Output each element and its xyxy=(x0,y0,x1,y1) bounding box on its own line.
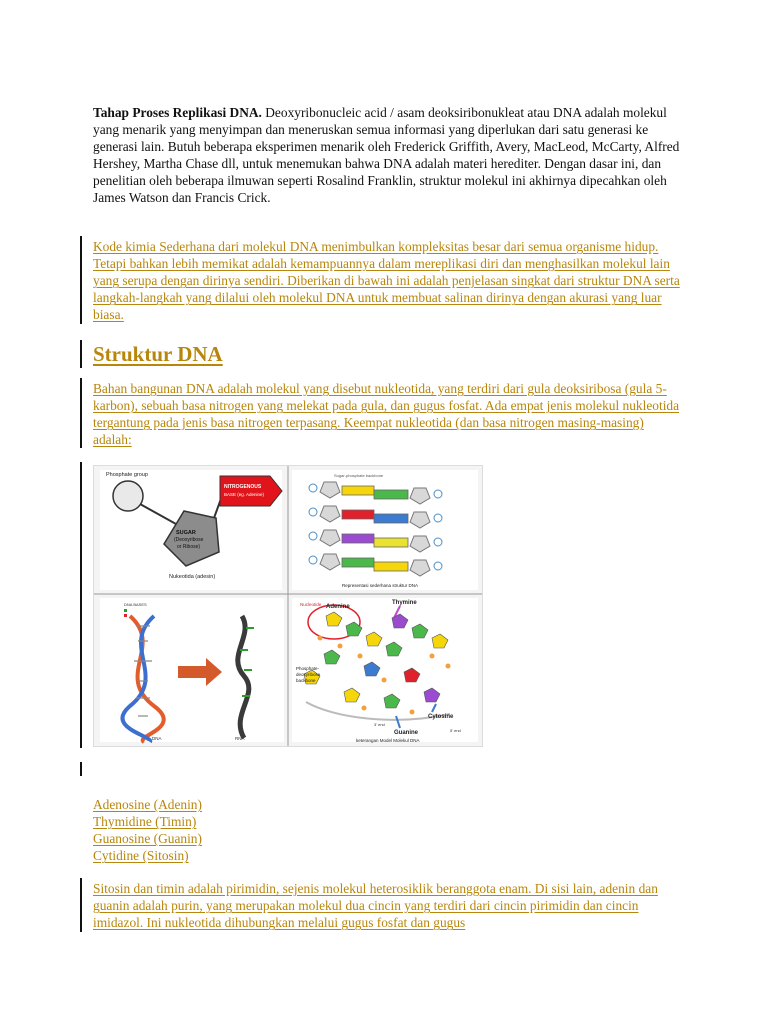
dna-label: DNA xyxy=(152,736,162,741)
backbone-label1: Phosphate- xyxy=(296,666,320,671)
end5-label: 5' end xyxy=(450,728,461,733)
quote-bar xyxy=(80,236,82,324)
dna-figure-svg xyxy=(94,466,482,746)
quote-bar xyxy=(80,878,82,932)
backbone-label3: backbone xyxy=(296,678,316,683)
intro-paragraph xyxy=(93,104,693,207)
kode-link[interactable]: Kode kimia Sederhana dari molekul DNA menimbulkan kompleksitas besar dari semua organisme hidup. Tetapi bahkan lebih memikat adalah kemampuannya dalam mereplikasi diri dan menghasilkan molekul lain yang serupa dengan dirinya sendiri. Diberikan di bawah ini adalah penjelasan singkat dari struktur DNA serta langkah-langkah yang dilalui oleh molekul DNA untuk membuat salinan dirinya dengan akurasi yang luar biasa. xyxy=(93,239,680,323)
list-item[interactable] xyxy=(93,796,202,813)
bahan-link[interactable]: Bahan bangunan DNA adalah molekul yang disebut nukleotida, yang terdiri dari gula deoksiribosa (gula 5-karbon), sebuah basa nitrogen yang melekat pada gula, dan gugus fosfat. Ada empat jenis molekul nukleotida tergantung pada jenis basa nitrogen terpasang. Keempat nukleotida (dan basa nitrogen masing-masing) adalah: xyxy=(93,381,680,448)
intro-title: Tahap Proses Replikasi DNA. xyxy=(93,105,262,120)
nucleotide-list xyxy=(93,796,202,864)
intro-body: Deoxyribonucleic acid / asam deoksiribonukleat atau DNA adalah molekul yang menarik yang menyimpan dan meneruskan semua informasi yang diperlukan dari satu generasi ke generasi lain. Butuh beberapa eksperimen menarik oleh Frederick Griffith, Avery, MacLeod, McCarty, Alfred Hershey, Martha Chase dll, untuk menemukan bahwa DNA adalah materi herediter. Dengan dasar ini, dan penelitian oleh beberapa ilmuwan seperti Rosalind Franklin, struktur molekul ini akhirnya dipecahkan oleh James Watson dan Francis Crick. xyxy=(93,105,680,206)
model-caption: keterangan Model Molekul DNA xyxy=(356,738,420,743)
nukleotida-caption: Nukeotida (adesin) xyxy=(169,574,216,580)
bahan-paragraph[interactable] xyxy=(93,380,683,448)
kode-paragraph[interactable] xyxy=(93,238,683,323)
nucleotide-diagram xyxy=(100,470,282,590)
sitosin-paragraph[interactable] xyxy=(93,880,683,931)
sugar-sub1: (Deoxyribose xyxy=(174,537,204,543)
rep-caption: Representasi sederhana struktur DNA xyxy=(342,583,419,588)
heading-bar xyxy=(80,340,82,368)
rna-label: RNA xyxy=(235,736,245,741)
dna-structure-figure xyxy=(93,465,483,747)
dna-model-diagram xyxy=(292,598,478,743)
backbone-label2: deoxyribose xyxy=(296,672,321,677)
list-item-link[interactable]: Adenosine (Adenin) xyxy=(93,797,202,812)
dna-rna-diagram xyxy=(100,598,284,742)
list-item[interactable] xyxy=(93,813,202,830)
dna-legend-title: DNA BASES xyxy=(124,602,147,607)
nitrogen-label: NITROGENOUS xyxy=(224,484,262,490)
end3-label: 3' end xyxy=(374,722,385,727)
adenine-label: Adenine xyxy=(326,604,350,610)
backbone-title: Sugar-phosphate backbone xyxy=(334,473,384,478)
section-heading-struktur[interactable] xyxy=(93,340,223,368)
sitosin-link[interactable]: Sitosin dan timin adalah pirimidin, sejenis molekul heterosiklik beranggota enam. Di sisi lain, adenin dan guanin adalah purin, yang merupakan molekul dua cincin yang terdiri dari cincin pirimidin dan cincin imidazol. Ini nukleotida dihubungkan melalui gugus fosfat dan gugus xyxy=(93,881,658,931)
thymine-label: Thymine xyxy=(392,600,417,606)
list-item-link[interactable]: Guanosine (Guanin) xyxy=(93,831,202,847)
nitrogen-sub: BASE (eg. Adenine) xyxy=(224,492,265,497)
phosphate-label: Phosphate group xyxy=(106,472,148,478)
guanine-label: Guanine xyxy=(394,730,419,736)
figure-bar xyxy=(80,462,82,748)
list-item-link[interactable]: Thymidine (Timin) xyxy=(93,814,197,830)
list-item[interactable] xyxy=(93,830,202,847)
sugar-sub2: or Ribose) xyxy=(177,544,201,550)
quote-bar xyxy=(80,378,82,448)
cytosine-label: Cytosine xyxy=(428,714,454,720)
list-item[interactable] xyxy=(93,847,202,864)
nucleotide-label: Nucleotide xyxy=(300,602,322,607)
list-item-link[interactable]: Cytidine (Sitosin) xyxy=(93,848,189,864)
sugar-label: SUGAR xyxy=(176,530,196,536)
empty-link[interactable] xyxy=(93,770,99,780)
cursor-bar xyxy=(80,762,82,776)
list-spacer xyxy=(80,796,82,864)
phosphate-circle xyxy=(113,481,143,511)
heading-link[interactable]: Struktur DNA xyxy=(93,342,223,366)
dna-ladder-diagram xyxy=(292,470,478,590)
base-arrow xyxy=(220,476,282,506)
